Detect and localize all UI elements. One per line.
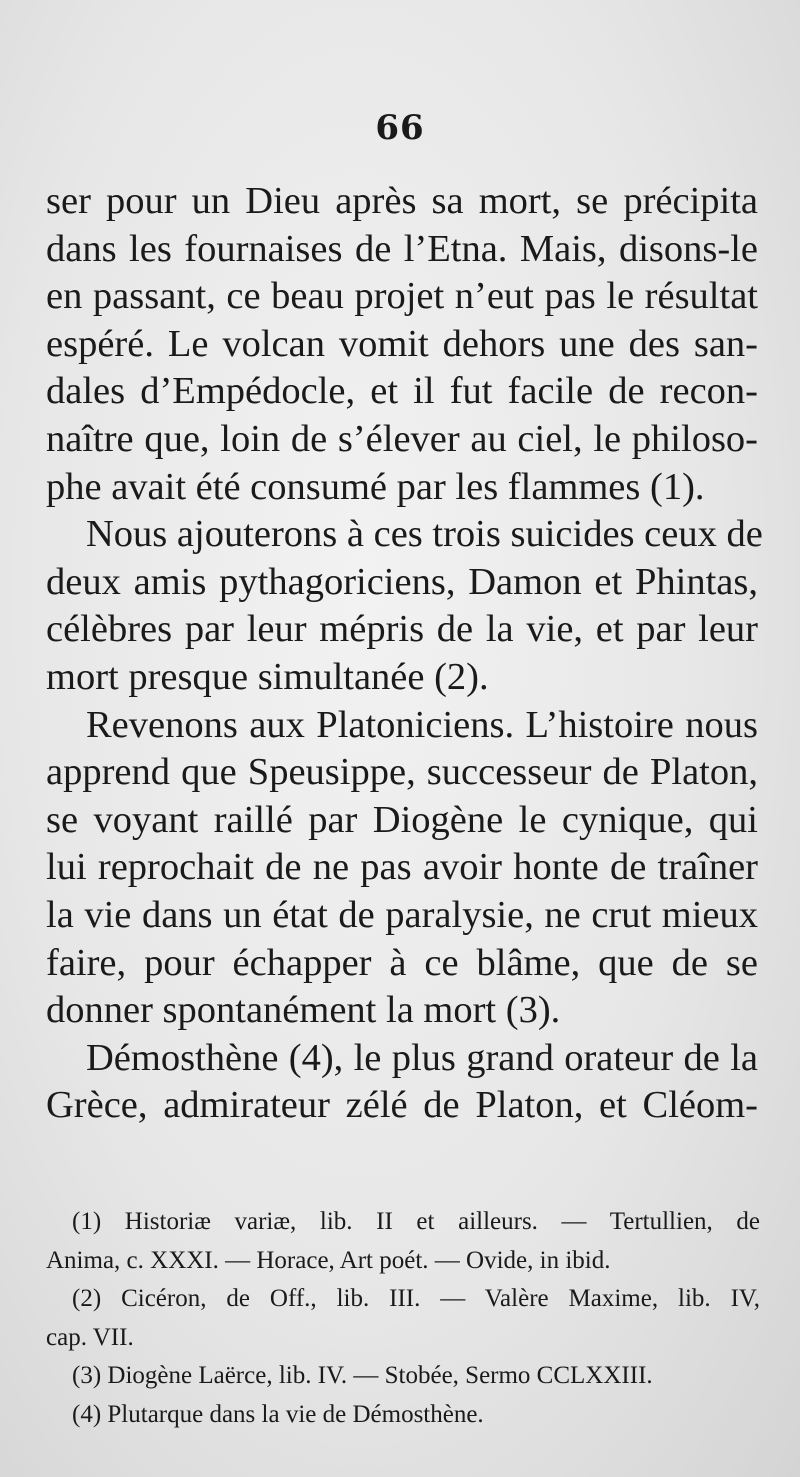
text-line: donner spontanément la mort (3). bbox=[46, 989, 561, 1032]
text-line: Démosthène (4), le plus grand orateur de la bbox=[86, 1036, 758, 1079]
text-line: la vie dans un état de paralysie, ne crut mieux bbox=[46, 893, 758, 936]
text-line: apprend que Speusippe, successeur de Platon, bbox=[46, 751, 758, 794]
footnotes bbox=[46, 1203, 760, 1434]
footnote-line: (4) Plutarque dans la vie de Démosthène. bbox=[72, 1400, 484, 1428]
text-line: espéré. Le volcan vomit dehors une des san- bbox=[46, 322, 758, 365]
footnote-line: (1) Historiæ variæ, lib. II et ailleurs. — Tertullien, de bbox=[72, 1208, 760, 1235]
text-line: ser pour un Dieu après sa mort, se précipita bbox=[46, 180, 758, 222]
text-line: dales d’Empédocle, et il fut facile de recon- bbox=[46, 370, 758, 413]
text-line: faire, pour échapper à ce blâme, que de se bbox=[46, 941, 758, 984]
text-line: Nous ajouterons à ces trois suicides ceux de bbox=[86, 513, 763, 556]
footnote-line: (3) Diogène Laërce, lib. IV. — Stobée, Sermo CCLXXIII. bbox=[72, 1362, 653, 1389]
text-line: Grèce, admirateur zélé de Platon, et Cléom- bbox=[46, 1084, 758, 1127]
footnote-line: Anima, c. XXXI. — Horace, Art poét. — Ovide, in ibid. bbox=[46, 1246, 611, 1274]
text-line: en passant, ce beau projet n’eut pas le résultat bbox=[46, 275, 758, 318]
text-line: lui reprochait de ne pas avoir honte de traîner bbox=[46, 846, 758, 889]
text-line: phe avait été consumé par les flammes (1). bbox=[46, 465, 705, 508]
text-line: célèbres par leur mépris de la vie, et par leur bbox=[46, 608, 758, 651]
text-line: dans les fournaises de l’Etna. Mais, disons-le bbox=[46, 227, 758, 270]
footnote-line: (2) Cicéron, de Off., lib. III. — Valère Maxime, lib. IV, bbox=[72, 1285, 760, 1312]
text-line: Revenons aux Platoniciens. L’histoire nous bbox=[86, 703, 758, 746]
footnote-line: cap. VII. bbox=[46, 1323, 134, 1351]
text-line: naître que, loin de s’élever au ciel, le philoso- bbox=[46, 417, 758, 460]
text-line: deux amis pythagoriciens, Damon et Phintas, bbox=[46, 560, 758, 603]
page-number: 66 bbox=[375, 108, 425, 148]
text-line: mort presque simultanée (2). bbox=[46, 655, 489, 698]
main-text bbox=[46, 178, 763, 1130]
text-line: se voyant raillé par Diogène le cynique, qui bbox=[46, 798, 758, 841]
